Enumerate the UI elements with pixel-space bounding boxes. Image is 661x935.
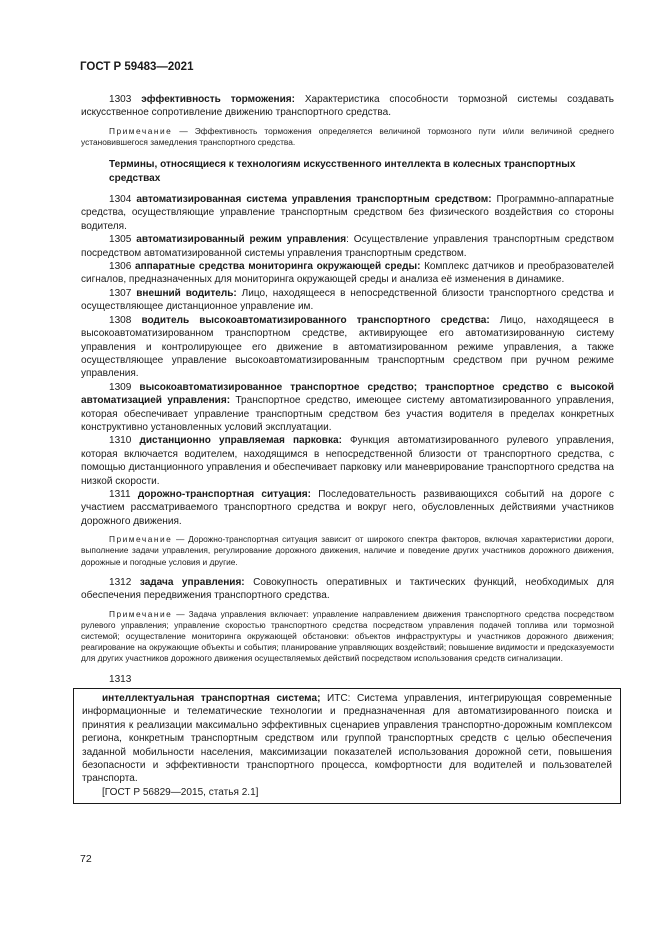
term-number: 1310 [109, 435, 132, 447]
term-definition: : Осуществление управления транспортным средством посредством автоматизированной системы управления транспортным средством. [81, 234, 614, 259]
term-number: 1307 [109, 287, 132, 299]
term-name: дистанционно управляемая парковка: [139, 435, 342, 447]
term-definition: Лицо, находящееся в непосредственной близости транспортного средства и осуществляющее дистанционное управление им. [81, 287, 614, 313]
source-reference: [ГОСТ Р 56829—2015, статья 2.1] [102, 786, 259, 798]
term-number: 1309 [109, 381, 132, 393]
standard-header: ГОСТ Р 59483—2021 [80, 61, 194, 73]
term-number: 1306 [109, 261, 132, 273]
term-1312 [81, 576, 614, 603]
note-label: Примечание [109, 608, 173, 619]
note-text: — Эффективность торможения определяется величиной тормозного пути и/или величиной среднего установившегося замедления транспортного средства. [81, 125, 614, 148]
term-definition: Программно-аппаратные средства, осуществляющие управление транспортным средством без физического воздействия со стороны водителя. [81, 194, 615, 232]
term-1304 [81, 193, 614, 233]
term-number: 1308 [109, 314, 132, 326]
term-number: 1312 [109, 576, 132, 588]
term-name: водитель высокоавтоматизированного транспортного средства: [141, 314, 490, 326]
term-name: интеллектуальная транспортная система; [102, 693, 321, 705]
page-content [81, 93, 614, 804]
term-name: эффективность торможения: [141, 94, 295, 105]
note-text: — Дорожно-транспортная ситуация зависит от широкого спектра факторов, включая характеристики дороги, выполнение задачи управления, регулирование дорожного движения, наличие и поведение других участников дорожного движения, дорожные и погодные условия и другие. [81, 534, 614, 567]
term-name: автоматизированный режим управления [136, 234, 347, 246]
term-name: автоматизированная система управления транспортным средством: [136, 194, 492, 206]
note-1312 [81, 609, 614, 665]
term-name: аппаратные средства мониторинга окружающей среды: [135, 261, 421, 273]
framed-term-box [73, 688, 621, 804]
term-1306 [81, 260, 614, 287]
page-number: 72 [80, 853, 92, 865]
term-definition: Последовательность развивающихся событий на дороге с участием рассматриваемого транспортного средства и вокруг него, обусловленных действиями участников дорожного движения. [81, 488, 614, 527]
term-definition: Функция автоматизированного рулевого управления, которая включается водителем, находящимся в непосредственной близости от транспортного средства, с помощью дистанционного управления и обеспечивает парковку или маневрирование транспортного средства на низкой скорости. [81, 435, 614, 487]
term-number: 1305 [109, 234, 132, 246]
term-1303 [81, 93, 614, 120]
note-1303 [81, 126, 614, 148]
term-1311 [81, 488, 614, 528]
term-1313-number: 1313 [109, 673, 132, 685]
term-name: задача управления: [139, 576, 245, 588]
term-number: 1311 [109, 488, 131, 500]
note-label: Примечание [109, 125, 173, 136]
term-1307 [81, 287, 614, 314]
term-definition: Совокупность оперативных и тактических функций, необходимых для обеспечения передвижения транспортного средства. [81, 576, 615, 602]
term-1305 [81, 233, 614, 260]
note-label: Примечание [109, 534, 173, 545]
term-1310 [81, 434, 614, 488]
term-definition: Комплекс датчиков и преобразователей сигналов, предназначенных для мониторинга окружающей среды и анализа её изменения в динамике. [81, 261, 615, 286]
term-definition: Характеристика способности тормозной системы создавать искусственное сопротивление движению транспортного средства. [81, 94, 614, 119]
term-name: внешний водитель: [136, 287, 237, 299]
term-1309 [81, 381, 614, 435]
term-name: дорожно-транспортная ситуация: [137, 488, 311, 500]
note-1311 [81, 534, 614, 568]
term-1308 [81, 314, 614, 381]
term-definition: Транспортное средство, имеющее систему автоматизированного управления, которая обеспечивает управление транспортным средством без участия водителя в пределах конкретных конструктивно установленных условий эксплуатации. [81, 395, 614, 433]
note-text: — Задача управления включает: управление направлением движения транспортного средства посредством рулевого управления; управление скоростью транспортного средства посредством управления подачей топлива или тормозной системой; осуществление мониторинга окружающей обстановки: объектов инфраструктуры и участников дорожного движения; реагирование на окружающие объекты и события; планирование управляющих воздействий; повышение видимости и предсказуемости для других участников дорожного движения осуществляемых действий посредством использования средств сигнализации. [81, 608, 614, 664]
term-number: 1303 [109, 94, 132, 105]
term-number: 1304 [109, 194, 132, 206]
term-1313 [82, 692, 612, 786]
section-title: Термины, относящиеся к технологиям искусственного интеллекта в колесных транспортных средствах [109, 159, 576, 184]
term-definition: ИТС: Система управления, интегрирующая современные информационные и телематические технологии и предназначенная для автоматизированного поиска и принятия к реализации максимально эффективных сценариев управления транспортно-дорожным комплексом региона, конкретным транспортным средством или группой транспортных средств с целью обеспечения заданной мобильности населения, максимизации показателей использования дорожной сети, повышения безопасности и эффективности транспортного процесса, комфортности для водителей и пользователей транспорта. [82, 693, 612, 785]
term-name: высокоавтоматизированное транспортное средство; транспортное средство с высокой автоматизацией управления: [81, 381, 614, 407]
term-definition: Лицо, находящееся в высокоавтоматизированном транспортном средстве, активирующее его автоматизированную систему управления и контролирующее его движение в автоматизированном режиме управления, а также осуществляющее управление высокоавтоматизированным транспортным средством при ручном режиме управления. [81, 314, 615, 380]
